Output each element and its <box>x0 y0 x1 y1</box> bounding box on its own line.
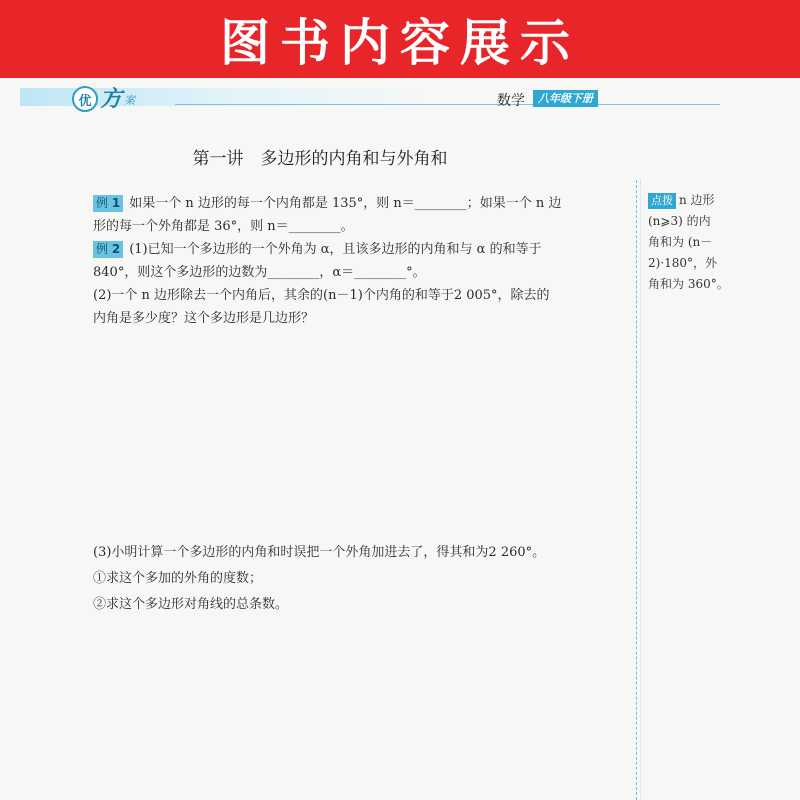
example2-q3-part-b: ②求这个多边形对角线的总条数。 <box>93 597 289 612</box>
book-page <box>0 78 800 800</box>
promo-banner <box>0 0 800 78</box>
example1-tag: 例 1 <box>93 195 123 212</box>
example2-q3-text: (3)小明计算一个多边形的内角和时误把一个外角加进去了，得其和为2 260°。 <box>93 545 546 560</box>
header-subject: 数学 <box>497 93 525 109</box>
lecture-title: 第一讲 多边形的内角和与外角和 <box>192 149 448 169</box>
example2-q2-text-2: 内角是多少度？这个多边形是几边形？ <box>93 311 315 326</box>
logo-subtext: 案 <box>124 94 135 107</box>
example1-line1 <box>93 192 638 215</box>
example2-q3-part-a: ①求这个多加的外角的度数； <box>93 571 263 586</box>
tip-line-5: 角和为 360°。 <box>648 277 729 291</box>
example2-q3-block <box>93 540 638 618</box>
tip-line-1: 点拨 n 边形 <box>648 190 743 211</box>
example2-q1-text-2: 840°，则这个多边形的边数为________，α＝________°。 <box>93 265 426 280</box>
example2-q1-text-1: (1)已知一个多边形的一个外角为 α，且该多边形的内角和与 α 的和等于 <box>129 242 542 257</box>
margin-divider <box>636 180 637 800</box>
tip-line-2: (n⩾3) 的内 <box>648 214 711 228</box>
tip-sidenote <box>648 190 743 295</box>
logo-text: 方 <box>100 86 123 112</box>
logo-badge: 优 <box>72 86 98 112</box>
tip-line-3: 角和为 (n－ <box>648 235 713 249</box>
example1-text-1: 如果一个 n 边形的每一个内角都是 135°，则 n＝________；如果一个 n 边 <box>129 196 562 211</box>
example2-q2-text-1: (2)一个 n 边形除去一个内角后，其余的(n－1)个内角的和等于2 005°，除去的 <box>93 288 550 303</box>
banner-title: 图书内容展示 <box>220 14 580 72</box>
example2-tag: 例 2 <box>93 241 123 258</box>
header-grade-badge: 八年级下册 <box>533 90 598 107</box>
tip-tag: 点拨 <box>648 193 676 209</box>
example1-text-2: 形的每一个外角都是 36°，则 n＝________。 <box>93 219 354 234</box>
header-rule <box>175 104 720 105</box>
margin-divider-dotted <box>640 180 641 800</box>
tip-line-4: 2)·180°，外 <box>648 256 718 270</box>
example2-line1 <box>93 238 638 261</box>
examples-block <box>93 192 638 330</box>
